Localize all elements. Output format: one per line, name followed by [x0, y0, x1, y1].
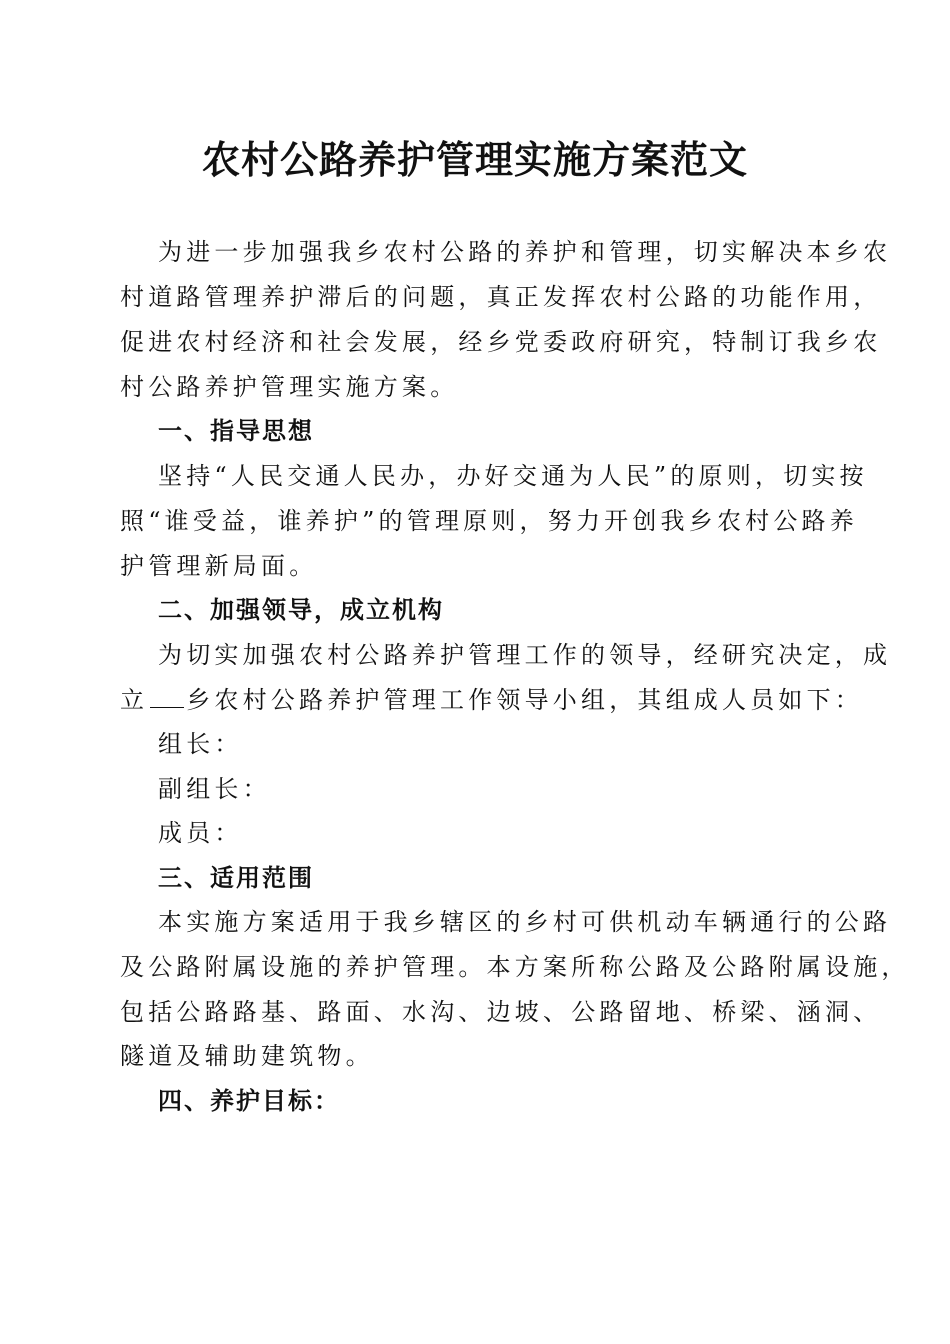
paragraph-line: 隧道及辅助建筑物。	[120, 1042, 374, 1070]
paragraph-line: 及公路附属设施的养护管理。本方案所称公路及公路附属设施，	[120, 953, 910, 981]
intro-line: 促进农村经济和社会发展，经乡党委政府研究，特制订我乡农	[120, 328, 882, 356]
intro-line: 村公路养护管理实施方案。	[120, 373, 459, 401]
group-leader-label: 组长：	[158, 730, 243, 758]
intro-line: 村道路管理养护滞后的问题，真正发挥农村公路的功能作用，	[120, 283, 882, 311]
paragraph-line: 护管理新局面。	[120, 552, 318, 580]
members-label: 成员：	[158, 819, 243, 847]
section-heading-leadership: 二、加强领导，成立机构	[158, 596, 444, 624]
paragraph-line: 坚持“人民交通人民办，办好交通为人民”的原则，切实按	[158, 462, 868, 490]
deputy-leader-label: 副组长：	[158, 775, 271, 803]
paragraph-line: 为切实加强农村公路养护管理工作的领导，经研究决定，成	[158, 641, 892, 669]
section-heading-maintenance-goals: 四、养护目标：	[158, 1087, 340, 1115]
fill-in-blank	[150, 687, 184, 708]
intro-line: 为进一步加强我乡农村公路的养护和管理，切实解决本乡农	[158, 238, 892, 266]
section-heading-guiding-principle: 一、指导思想	[158, 417, 314, 445]
document-title: 农村公路养护管理实施方案范文	[201, 137, 748, 182]
paragraph-line: 包括公路路基、路面、水沟、边坡、公路留地、桥梁、涵洞、	[120, 998, 882, 1026]
section-heading-scope: 三、适用范围	[158, 864, 314, 892]
paragraph-line-with-blank	[120, 678, 864, 722]
paragraph-line: 照“谁受益，谁养护”的管理原则，努力开创我乡农村公路养	[120, 507, 858, 535]
line-suffix: 乡农村公路养护管理工作领导小组，其组成人员如下：	[186, 686, 864, 714]
paragraph-line: 本实施方案适用于我乡辖区的乡村可供机动车辆通行的公路	[158, 908, 892, 936]
line-prefix: 立	[120, 686, 149, 714]
